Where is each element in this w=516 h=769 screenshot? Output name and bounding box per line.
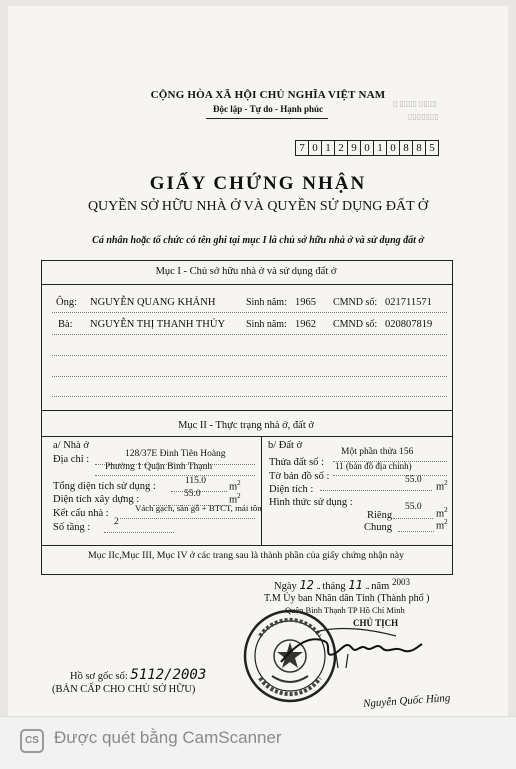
signing-date (274, 577, 410, 592)
authority-line: T.M Ủy ban Nhân dân Tỉnh (Thành phố ) (264, 593, 430, 604)
dotted-line (52, 376, 447, 377)
land-label: b/ Đất ở (268, 440, 303, 451)
owner-id-label: CMND số: (333, 319, 378, 330)
owner-name: NGUYỄN THỊ THANH THỦY (90, 319, 226, 330)
serial-digit: 9 (347, 140, 360, 156)
land-area-unit: $m^2$ (436, 479, 448, 493)
serial-digit: 7 (295, 140, 308, 156)
map-label: Tờ bản đồ số : (269, 471, 330, 482)
date-year: 2003 (391, 577, 410, 587)
dotted-line (52, 312, 447, 313)
serial-digit: 0 (386, 140, 399, 156)
build-area-value: 55.0 (184, 489, 201, 499)
total-area-label: Tổng diện tích sử dụng : (53, 481, 156, 492)
owner-name: NGUYỄN QUANG KHÁNH (90, 297, 216, 308)
floors-value: 2 (114, 517, 119, 527)
shared-unit: $m^2$ (436, 518, 448, 532)
use-label: Hình thức sử dụng : (269, 497, 353, 508)
serial-digit: 5 (425, 140, 439, 156)
plot-value: Một phần thửa 156 (341, 447, 414, 457)
logo-text: CS (25, 735, 39, 746)
floors-label: Số tầng : (53, 522, 91, 533)
dotted-line (333, 475, 447, 476)
unit-text: m (436, 481, 445, 493)
section2-divider (41, 436, 452, 437)
record-label: Hồ sơ gốc số: (70, 671, 128, 682)
scanner-watermark-bar (0, 716, 516, 769)
owner-born: 1965 (295, 297, 316, 308)
signature-icon (276, 624, 426, 674)
map-value: 11 (bản đồ địa chính) (335, 461, 412, 471)
republic-title: CỘNG HÒA XÃ HỘI CHỦ NGHĨA VIỆT NAM (150, 89, 386, 101)
record-number: 5112/2003 (130, 667, 207, 683)
serial-digit: 1 (321, 140, 334, 156)
serial-number (295, 140, 439, 156)
section-divider (41, 410, 452, 411)
land-area-label: Diện tích : (269, 484, 314, 495)
serial-digit: 0 (360, 140, 373, 156)
dotted-line (52, 396, 447, 397)
motto: Độc lập - Tự do - Hạnh phúc (212, 104, 323, 114)
date-prefix: Ngày (274, 581, 297, 592)
camscanner-logo-icon (20, 729, 44, 753)
position-title: CHỦ TỊCH (353, 618, 399, 628)
issued-to-owner: (BẢN CẤP CHO CHỦ SỞ HỮU) (52, 684, 196, 695)
land-area-value: 55.0 (405, 475, 422, 485)
serial-digit: 1 (373, 140, 386, 156)
certificate-page (8, 6, 508, 716)
owner-born: 1962 (295, 319, 316, 330)
show-through-text: ▯▯▯▯▯▯▯ (408, 112, 439, 121)
serial-digit: 2 (334, 140, 347, 156)
date-year-label: năm (371, 581, 390, 592)
structure-label: Kết cấu nhà : (53, 508, 109, 519)
address-line-2: Phường 1 Quận Bình Thạnh (105, 462, 213, 472)
show-through-text: ▯ ▯▯▯▯ ▯▯▯▯ (393, 99, 437, 108)
build-area-unit: $m^2$ (229, 492, 241, 506)
column-divider (261, 436, 262, 545)
owner-born-label: Sinh năm: (246, 297, 287, 308)
dotted-line (393, 518, 433, 519)
owner-id: 020807819 (385, 319, 433, 330)
house-label: a/ Nhà ở (53, 440, 89, 451)
section1-divider (41, 284, 452, 285)
serial-digit: 8 (399, 140, 412, 156)
note-divider (41, 545, 452, 546)
certificate-title: GIẤY CHỨNG NHẬN (149, 173, 367, 194)
certificate-subtitle: QUYỀN SỞ HỮU NHÀ Ở VÀ QUYỀN SỬ DỤNG ĐẤT Ở (87, 199, 429, 214)
shared-label: Chung (364, 522, 393, 533)
dotted-line (320, 490, 432, 491)
date-dots: .. (365, 581, 369, 592)
unit-text: m (229, 494, 238, 506)
watermark-text: Được quét bằng CamScanner (54, 728, 282, 747)
plot-label: Thửa đất số : (269, 457, 324, 468)
private-label: Riêng (367, 510, 393, 521)
date-day: 12 (299, 578, 314, 592)
dotted-line (52, 355, 447, 356)
address-label: Địa chỉ : (53, 454, 90, 465)
section2-heading: Mục II - Thực trạng nhà ở, đất ở (178, 420, 314, 431)
date-month-label: tháng (322, 581, 346, 592)
unit-text: m (436, 520, 445, 532)
private-unit: $m^2$ (436, 506, 448, 520)
build-area-label: Diện tích xây dựng : (53, 494, 140, 505)
total-area-unit: $m^2$ (229, 479, 241, 493)
total-area-value: 115.0 (185, 476, 207, 486)
serial-digit: 0 (308, 140, 321, 156)
owner-prefix: Bà: (58, 319, 73, 330)
owner-born-label: Sinh năm: (246, 319, 287, 330)
motto-underline (206, 118, 328, 119)
district-line: Quận Bình Thạnh TP Hồ Chí Minh (285, 605, 405, 615)
dotted-line (104, 532, 174, 533)
date-month: 11 (348, 578, 363, 592)
section1-heading: Mục I - Chủ sở hữu nhà ở và sử dụng đất ở (155, 266, 337, 277)
dotted-line (52, 334, 447, 335)
intro-text: Cá nhân hoặc tổ chức có tên ghi tại mục I là chủ sở hữu nhà ở và sử dụng đất ở (92, 235, 424, 246)
structure-value: Vách gạch, sàn gỗ + BTCT, mái tôn (135, 503, 262, 513)
private-value: 55.0 (405, 502, 422, 512)
address-line-1: 128/37E Đinh Tiên Hoàng (125, 449, 226, 459)
owner-id: 021711571 (385, 297, 432, 308)
unit-text: m (436, 508, 445, 520)
date-dots: .. (316, 581, 320, 592)
record-line (70, 667, 206, 683)
dotted-line (120, 518, 255, 519)
unit-text: m (229, 481, 238, 493)
dotted-line (398, 531, 434, 532)
owner-prefix: Ông: (56, 297, 77, 308)
owner-id-label: CMND số: (333, 297, 378, 308)
serial-digit: 8 (412, 140, 425, 156)
note-text: Mục IIc,Mục III, Mục IV ở các trang sau là thành phần của giấy chứng nhận này (87, 550, 405, 561)
signer-name: Nguyễn Quốc Hùng (362, 691, 451, 711)
dotted-line (95, 475, 255, 476)
